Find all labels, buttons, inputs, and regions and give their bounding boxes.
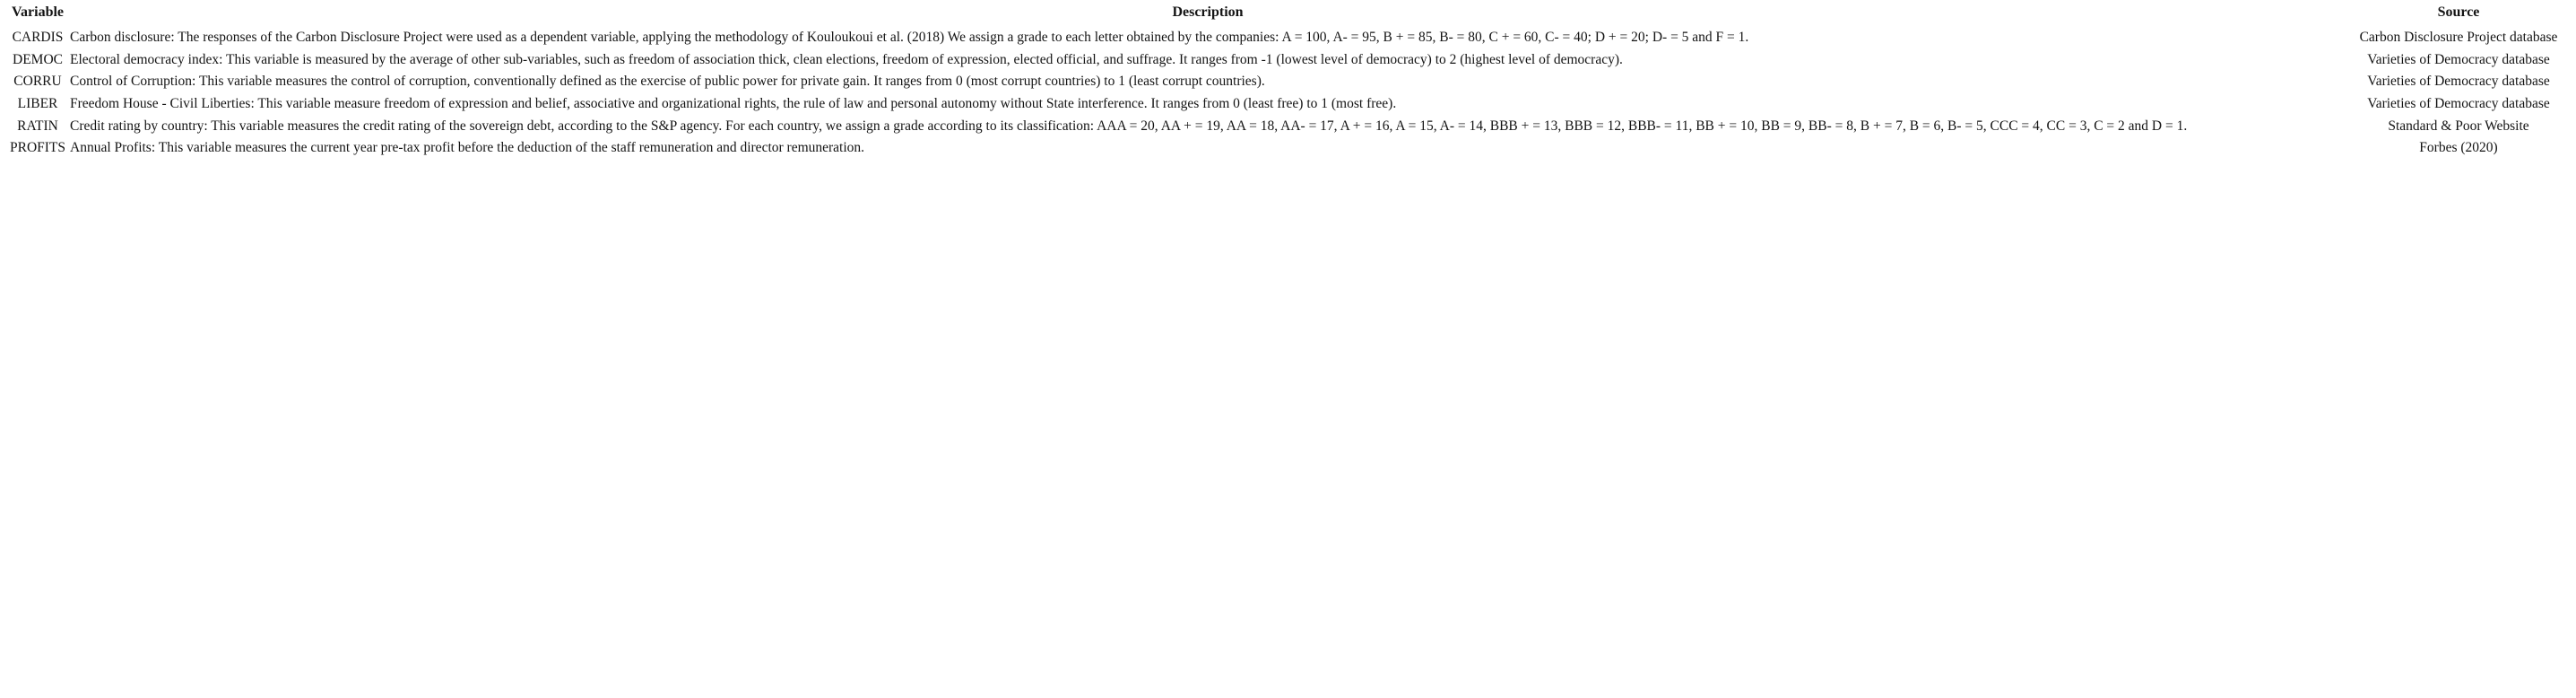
source-cell: Varieties of Democracy database [2367, 51, 2550, 67]
source-cell: Standard & Poor Website [2388, 118, 2529, 134]
variable-cell: LIBER [17, 96, 58, 112]
description-cell: Annual Profits: This variable measures the current year pre-tax profit before the deduction of the staff remuneration and director remuneration. [70, 140, 865, 156]
variable-cell: DEMOC [13, 51, 63, 67]
source-cell: Varieties of Democracy database [2367, 96, 2550, 112]
table-row [0, 93, 2576, 116]
table-body [0, 27, 2576, 160]
variable-cell: CARDIS [12, 30, 64, 45]
source-cell: Forbes (2020) [2419, 140, 2498, 156]
variable-cell: PROFITS [9, 140, 66, 156]
description-cell: Control of Corruption: This variable measures the control of corruption, conventionally defined as the exercise of public power for private gain. It ranges from 0 (most corrupt countries) to 1 (least corrupt countries). [70, 74, 1265, 90]
source-cell: Varieties of Democracy database [2367, 74, 2550, 90]
table-row [0, 27, 2576, 49]
description-cell: Carbon disclosure: The responses of the Carbon Disclosure Project were used as a dependent variable, applying the methodology of Kouloukoui et al. (2018) We assign a grade to each letter obtained by the companies: A = 100, A- = 95, B + = 85, B- = 80, C + = 60, C- = 40; D + = 20; D- = 5 and F = 1. [70, 30, 1749, 45]
table-header-row [0, 2, 2576, 23]
header-description: Description [1172, 4, 1244, 20]
table-row [0, 137, 2576, 160]
variable-cell: CORRU [13, 74, 62, 90]
table-row [0, 49, 2576, 72]
table-row [0, 71, 2576, 93]
header-source: Source [2437, 4, 2480, 20]
description-cell: Electoral democracy index: This variable is measured by the average of other sub-variables, such as freedom of association thick, clean elections, freedom of expression, elected official, and suffrage. It ranges from -1 (lowest level of democracy) to 2 (highest level of democracy). [70, 51, 1623, 67]
source-cell: Carbon Disclosure Project database [2359, 30, 2558, 45]
variable-cell: RATIN [17, 118, 58, 134]
header-variable: Variable [11, 4, 65, 20]
description-cell: Credit rating by country: This variable measures the credit rating of the sovereign debt, according to the S&P agency. For each country, we assign a grade according to its classification: AAA = 20, AA + = 19, AA = 18, AA- = 17, A + = 16, A = 15, A- = 14, BBB + = 13, BBB = 12, BBB- = 11, BB + = 10, BB = 9, BB- = 8, B + = 7, B = 6, B- = 5, CCC = 4, CC = 3, C = 2 and D = 1. [70, 118, 2188, 134]
table-row [0, 116, 2576, 138]
description-cell: Freedom House - Civil Liberties: This variable measure freedom of expression and belief, associative and organizational rights, the rule of law and personal autonomy without State interference. It ranges from 0 (least free) to 1 (most free). [70, 96, 1397, 112]
